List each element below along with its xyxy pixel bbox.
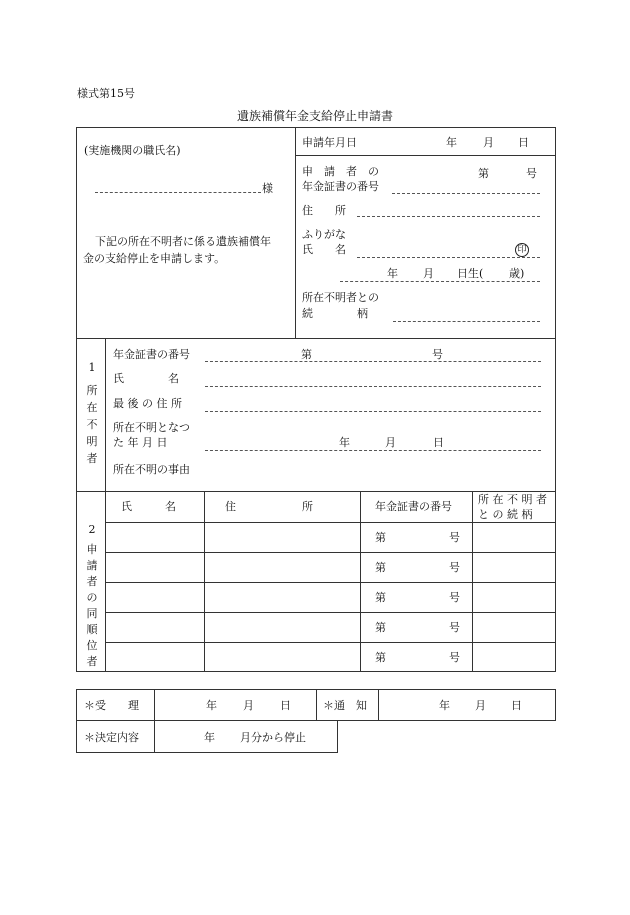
section2-vchar: の: [86, 590, 98, 604]
missing-date-label-2: た 年 月 日: [113, 436, 168, 449]
row-cert-dai: 第: [375, 531, 386, 544]
divider-section1-section2: [76, 491, 556, 492]
missing-date-month[interactable]: 月: [385, 436, 396, 449]
missing-cert-field[interactable]: [205, 361, 541, 362]
birth-month[interactable]: 月: [423, 267, 434, 280]
applicant-address-field[interactable]: [357, 216, 540, 217]
missing-cert-go: 号: [432, 348, 443, 361]
relation-field[interactable]: [393, 321, 540, 322]
birth-date-field[interactable]: [340, 281, 540, 282]
birth-year[interactable]: 年: [387, 267, 398, 280]
divider-applicant-columns: [295, 127, 296, 338]
missing-name-field[interactable]: [205, 386, 541, 387]
application-date-label: 申請年月日: [302, 136, 357, 149]
agency-label: (実施機関の職氏名): [84, 144, 181, 157]
section1-vchar: 明: [86, 435, 98, 449]
application-date-year[interactable]: 年: [446, 136, 457, 149]
section1-vchar: 不: [86, 418, 98, 432]
relation-label-1: 所在不明者との: [302, 291, 379, 304]
agency-name-line[interactable]: [95, 192, 261, 193]
receipt-year[interactable]: 年: [206, 699, 217, 712]
applicant-name-field[interactable]: [357, 257, 540, 258]
section1-vertical-label: [86, 382, 98, 467]
section1-side-divider: [105, 338, 106, 491]
notice-year[interactable]: 年: [439, 699, 450, 712]
relation-label-2: 続 柄: [302, 307, 368, 320]
section2-vchar: 同: [86, 606, 98, 620]
request-text-line1: 下記の所在不明者に係る遺族補償年: [95, 235, 271, 248]
missing-cert-label: 年金証書の番号: [113, 348, 190, 361]
furigana-label: ふりがな: [302, 228, 346, 241]
divider-applicant-section1: [76, 338, 556, 339]
decision-year[interactable]: 年: [204, 731, 215, 744]
col-relation-header-2: と の 続 柄: [478, 508, 533, 521]
row-cert-dai: 第: [375, 561, 386, 574]
last-address-field[interactable]: [205, 411, 541, 412]
section2-row-divider: [105, 642, 556, 643]
section2-vchar: 者: [86, 574, 98, 588]
applicant-address-label: 住 所: [302, 204, 346, 217]
seal-mark: 印: [515, 243, 529, 257]
row-cert-go: 号: [449, 531, 460, 544]
col-name-header: 氏 名: [121, 500, 176, 513]
missing-reason-label: 所在不明の事由: [113, 463, 190, 476]
col-cert-header: 年金証書の番号: [375, 500, 452, 513]
application-date-month[interactable]: 月: [483, 136, 494, 149]
divider-date-row: [295, 155, 556, 156]
application-date-day[interactable]: 日: [518, 136, 529, 149]
decision-label: ＊決定内容: [84, 731, 139, 744]
section1-vchar: 者: [86, 452, 98, 466]
section2-header-divider: [105, 522, 556, 523]
last-address-label: 最 後 の 住 所: [113, 397, 182, 410]
section1-number: 1: [88, 361, 96, 374]
notice-day[interactable]: 日: [511, 699, 522, 712]
section2-vchar: 請: [86, 558, 98, 572]
missing-date-day[interactable]: 日: [433, 436, 444, 449]
section1-vchar: 在: [86, 401, 98, 415]
row-cert-dai: 第: [375, 591, 386, 604]
col-address-header: 住 所: [225, 500, 313, 513]
decision-text: 月分から停止: [240, 731, 306, 744]
row-cert-go: 号: [449, 621, 460, 634]
office-divider: [316, 689, 317, 721]
row-cert-go: 号: [449, 561, 460, 574]
missing-date-year[interactable]: 年: [339, 436, 350, 449]
applicant-cert-go: 号: [526, 167, 537, 180]
missing-cert-dai: 第: [301, 348, 312, 361]
section2-row-divider: [105, 612, 556, 613]
sama-label: 様: [262, 182, 273, 195]
row-cert-dai: 第: [375, 621, 386, 634]
section2-row-divider: [105, 582, 556, 583]
receipt-month[interactable]: 月: [243, 699, 254, 712]
row-cert-go: 号: [449, 591, 460, 604]
applicant-cert-label-2: 年金証書の番号: [302, 180, 379, 193]
applicant-cert-dai: 第: [478, 167, 489, 180]
missing-name-label: 氏 名: [113, 372, 179, 385]
section1-vchar: 所: [86, 384, 98, 397]
form-title: 遺族補償年金支給停止申請書: [237, 109, 394, 123]
applicant-cert-field[interactable]: [392, 193, 540, 194]
office-divider: [154, 689, 155, 721]
col-relation-header-1: 所 在 不 明 者: [478, 493, 547, 506]
applicant-name-label: 氏 名: [302, 243, 346, 256]
office-divider: [154, 720, 155, 753]
section2-number: 2: [88, 523, 96, 536]
section2-vchar: 順: [86, 622, 98, 636]
row-cert-go: 号: [449, 651, 460, 664]
request-text-line2: 金の支給停止を申請します。: [83, 252, 226, 265]
applicant-cert-label-1: 申 請 者 の: [302, 165, 379, 178]
row-cert-dai: 第: [375, 651, 386, 664]
birth-day-age[interactable]: 日生(: [457, 267, 484, 280]
receipt-label: ＊受 理: [84, 699, 139, 712]
notice-label: ＊通 知: [323, 699, 367, 712]
section2-vchar: 申: [86, 543, 98, 556]
form-number: 様式第15号: [77, 87, 135, 100]
section2-row-divider: [105, 552, 556, 553]
notice-month[interactable]: 月: [475, 699, 486, 712]
section2-vchar: 者: [86, 654, 98, 668]
missing-date-label-1: 所在不明となつ: [113, 421, 190, 434]
missing-date-field[interactable]: [205, 450, 541, 451]
office-divider: [378, 689, 379, 721]
section2-vertical-label: [86, 542, 98, 670]
receipt-day[interactable]: 日: [280, 699, 291, 712]
age-close: 歳): [509, 267, 525, 280]
section2-vchar: 位: [86, 638, 98, 652]
